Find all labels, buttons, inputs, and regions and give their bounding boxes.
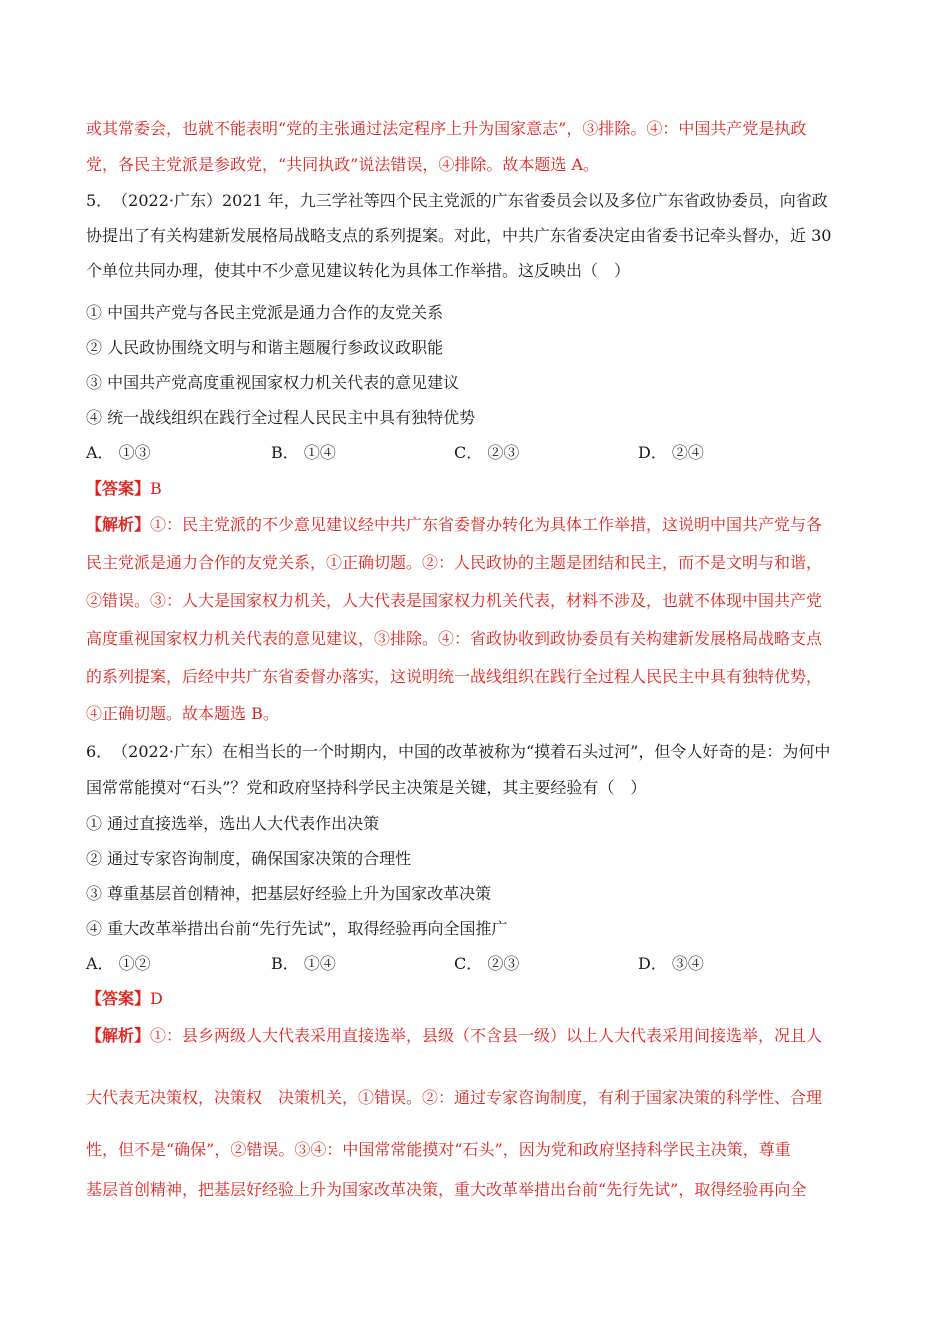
q6-item: ④ 重大改革举措出台前“先行先试”，取得经验再向全国推广 — [86, 919, 508, 938]
analysis-text: ①：县乡两级人大代表采用直接选举，县级（不含县一级）以上人大代表采用间接选举，况且人 — [150, 1026, 823, 1045]
q6-analysis-line: 性，但不是“确保”，②错误。③④：中国常常能摸对“石头”，因为党和政府坚持科学民主决策，尊重 — [86, 1140, 791, 1159]
q5-stem-line: 个单位共同办理，使其中不少意见建议转化为具体工作举措。这反映出（ ） — [86, 261, 631, 280]
q5-analysis-line: 高度重视国家权力机关代表的意见建议，③排除。④：省政协收到政协委员有关构建新发展格局战略支点 — [86, 629, 823, 648]
q6-analysis-line: 大代表无决策权，决策权 决策机关，①错误。②：通过专家咨询制度，有利于国家决策的科学性、合理 — [86, 1088, 823, 1107]
q5-item: ① 中国共产党与各民主党派是通力合作的友党关系 — [86, 303, 444, 322]
q5-option-c: C． ②③ — [454, 443, 520, 462]
q5-item: ④ 统一战线组织在践行全过程人民民主中具有独特优势 — [86, 408, 476, 427]
q5-analysis-line: 民主党派是通力合作的友党关系，①正确切题。②：人民政协的主题是团结和民主，而不是文明与和谐， — [86, 553, 823, 572]
q6-stem-line: 6． （2022·广东）在相当长的一个时期内，中国的改革被称为“摸着石头过河”，但令人好奇的是：为何中 — [86, 742, 831, 761]
q6-analysis-line — [86, 1025, 866, 1047]
q6-option-c: C． ②③ — [454, 954, 520, 973]
answer-label: 【答案】 — [86, 479, 151, 498]
q5-item: ② 人民政协围绕文明与和谐主题履行参政议政职能 — [86, 338, 444, 357]
q5-option-b: B． ①④ — [271, 443, 336, 462]
analysis-text: ①：民主党派的不少意见建议经中共广东省委督办转化为具体工作举措，这说明中国共产党与各 — [150, 515, 823, 534]
q6-item: ② 通过专家咨询制度，确保国家决策的合理性 — [86, 849, 412, 868]
q6-stem-line: 国常常能摸对“石头”？党和政府坚持科学民主决策是关键，其主要经验有（ ） — [86, 778, 647, 797]
q5-analysis-line: ④正确切题。故本题选 B。 — [86, 704, 279, 723]
analysis-continuation-line: 党，各民主党派是参政党，“共同执政”说法错误，④排除。故本题选 A。 — [86, 155, 600, 174]
answer-label: 【答案】 — [86, 989, 151, 1008]
q6-option-a: A． ①② — [86, 954, 151, 973]
q5-analysis-line — [86, 514, 866, 536]
q5-option-a: A． ①③ — [86, 443, 151, 462]
analysis-label: 【解析】 — [86, 515, 151, 534]
q6-item: ① 通过直接选举，选出人大代表作出决策 — [86, 814, 380, 833]
analysis-label: 【解析】 — [86, 1026, 151, 1045]
q5-stem-line: 协提出了有关构建新发展格局战略支点的系列提案。对此，中共广东省委决定由省委书记牵头督办，近 30 — [86, 226, 832, 245]
q6-option-d: D． ③④ — [638, 954, 704, 973]
q6-item: ③ 尊重基层首创精神，把基层好经验上升为国家改革决策 — [86, 884, 492, 903]
q5-analysis-line: 的系列提案，后经中共广东省委督办落实，这说明统一战线组织在践行全过程人民民主中具有独特优势， — [86, 667, 823, 686]
q5-option-d: D． ②④ — [638, 443, 704, 462]
q5-answer — [86, 478, 866, 500]
q5-stem-line: 5． （2022·广东）2021 年，九三学社等四个民主党派的广东省委员会以及多位广东省政协委员，向省政 — [86, 191, 828, 210]
analysis-continuation-line: 或其常委会，也就不能表明“党的主张通过法定程序上升为国家意志”，③排除。④：中国共产党是执政 — [86, 119, 807, 138]
q6-answer — [86, 988, 866, 1010]
q6-option-b: B． ①④ — [271, 954, 336, 973]
answer-value: D — [150, 989, 163, 1008]
q5-analysis-line: ②错误。③：人大是国家权力机关，人大代表是国家权力机关代表，材料不涉及，也就不体现中国共产党 — [86, 591, 823, 610]
q5-item: ③ 中国共产党高度重视国家权力机关代表的意见建议 — [86, 373, 460, 392]
answer-value: B — [150, 479, 162, 498]
q6-analysis-line: 基层首创精神，把基层好经验上升为国家改革决策，重大改革举措出台前“先行先试”，取得经验再向全 — [86, 1180, 807, 1199]
